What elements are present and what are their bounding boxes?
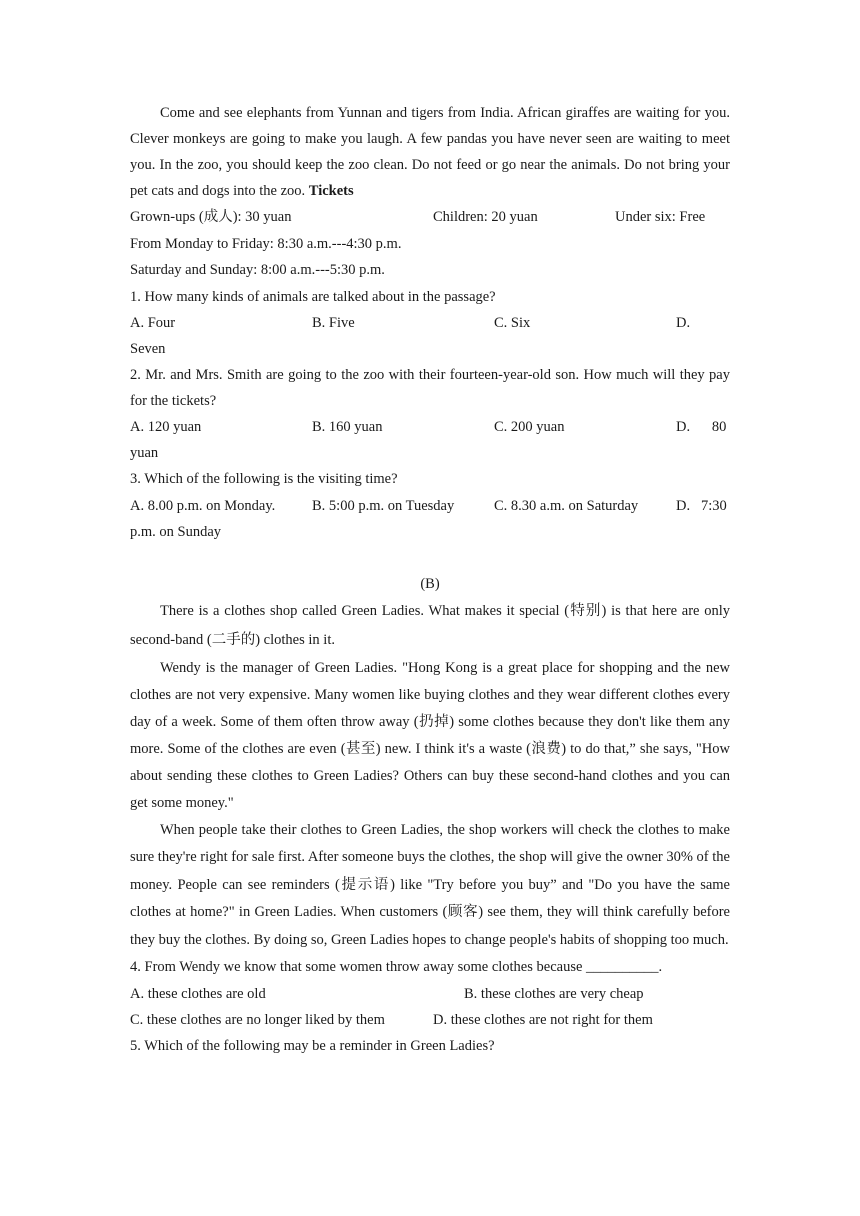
price-grown-ups: Grown-ups (成人): 30 yuan [130,209,292,225]
option-c: C. 200 yuan [494,419,565,435]
ticket-prices [130,204,730,231]
option-d: D. these clothes are not right for them [433,1011,653,1028]
option-a: A. Four [130,315,176,331]
option-d-wrap: yuan [130,445,159,461]
question-4-options-row-2 [130,1007,730,1033]
option-a: A. these clothes are old [130,985,266,1002]
passage-a-paragraph [130,100,730,204]
hours-weekend: Saturday and Sunday: 8:00 a.m.---5:30 p.m. [130,262,385,278]
option-b: B. Five [312,315,355,331]
hours-weekday: From Monday to Friday: 8:30 a.m.---4:30 p.m. [130,235,402,252]
tickets-heading: Tickets [308,183,354,199]
passage-a-text: Come and see elephants from Yunnan and tigers from India. African giraffes are waiting for you. Clever monkeys are going to make you laugh. A few pandas you have never seen are waiting to meet you. In the zoo, you should keep the zoo clean. Do not feed or go near the animals. Do not bring your pet cats and dogs into the zoo. [130,105,730,199]
question-5: 5. Which of the following may be a reminder in Green Ladies? [130,1037,495,1054]
option-b: B. these clothes are very cheap [464,985,644,1002]
option-a: A. 8.00 p.m. on Monday. [130,497,276,514]
question-4: 4. From Wendy we know that some women throw away some clothes because __________. [130,959,663,975]
document-page [130,100,730,1059]
question-3-options [130,493,730,519]
option-d: D. [676,315,691,331]
option-d: D. 80 [676,419,727,435]
price-children: Children: 20 yuan [433,209,538,225]
option-d-wrap: p.m. on Sunday [130,523,222,540]
passage-b-paragraph-3: When people take their clothes to Green Ladies, the shop workers will check the clothes to make sure they're right for sale first. After someone buys the clothes, the shop will give the owner 30% of the money. People can see reminders (提示语) like "Try before you buy” and "Do you have the same clothes at home?" in Green Ladies. When customers (顾客) see them, they will think carefully before they buy the clothes. By doing so, Green Ladies hopes to change people's habits of shopping too much. [130,821,730,948]
question-2: 2. Mr. and Mrs. Smith are going to the zoo with their fourteen-year-old son. How much will they pay for the tickets? [130,367,730,409]
option-d-wrap: Seven [130,341,166,357]
question-1: 1. How many kinds of animals are talked about in the passage? [130,288,496,305]
price-under-six: Under six: Free [615,209,706,225]
option-d: D. 7:30 [676,497,727,514]
question-3: 3. Which of the following is the visiting time? [130,471,398,487]
option-a: A. 120 yuan [130,419,202,435]
option-c: C. these clothes are no longer liked by them [130,1011,385,1028]
question-1-options [130,310,730,336]
passage-b-paragraph-1: There is a clothes shop called Green Ladies. What makes it special (特别) is that here are only second-band (二手的) clothes in it. [130,602,730,648]
option-b: B. 160 yuan [312,419,383,435]
question-4-options-row-1 [130,981,730,1007]
passage-b-paragraph-2: Wendy is the manager of Green Ladies. "Hong Kong is a great place for shopping and the new clothes are not very expensive. Many women like buying clothes and they wear different clothes every day of a week. Some of them often throw away (扔掉) some clothes because they don't like them any more. Some of the clothes are even (甚至) new. I think it's a waste (浪费) to do that,” she says, "How about sending these clothes to Green Ladies? Others can buy these second-hand clothes and you can get some money." [130,659,730,811]
option-b: B. 5:00 p.m. on Tuesday [312,497,455,514]
option-c: C. 8.30 a.m. on Saturday [494,497,639,514]
passage-b-label: (B) [420,575,440,592]
question-2-options [130,414,730,440]
option-c: C. Six [494,315,531,331]
